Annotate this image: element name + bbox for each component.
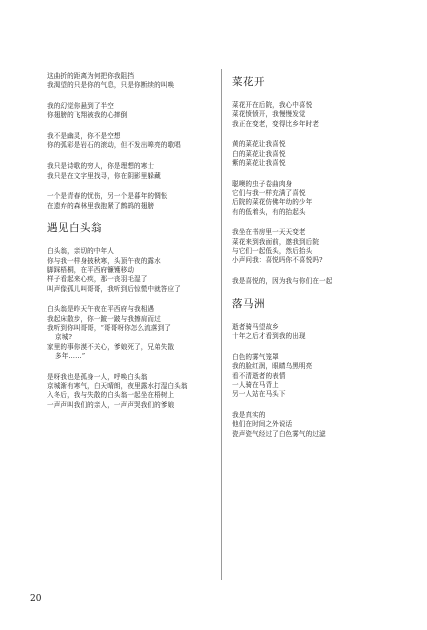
- page-number: 20: [30, 594, 42, 604]
- poem-line: 我的幻觉你悬到了半空: [47, 102, 114, 111]
- poem-line: 你与我一样身披秋寒，头顶午夜的露水: [47, 256, 161, 265]
- poem-line: 小声问我：喜悦吗你不喜悦吗?: [232, 256, 323, 265]
- poem-title-bai-tou-weng: 遇见白头翁: [47, 222, 102, 235]
- poem-line: 看不清逝者的表情: [232, 371, 286, 380]
- poem-line: 与它们一起低头，然后抬头: [232, 247, 313, 256]
- poem-line: 一声声叫我们的亲人，一声声哭我们的爹娘: [47, 400, 175, 409]
- poem-continuation: [47, 72, 219, 211]
- poem-body-luo-ma-zhou: [232, 323, 400, 439]
- stanza: [232, 228, 400, 265]
- poem-line: 紫的菜花让我喜悦: [232, 158, 286, 167]
- stanza: [232, 411, 400, 439]
- poem-line: 菜花愤愤开，我慢慢发觉: [232, 110, 306, 119]
- poem-line: 聪噢的虫子卷曲肉身: [232, 179, 293, 188]
- poem-body-cai-hua-kai: [232, 101, 400, 286]
- left-column: [47, 72, 219, 421]
- stanza: [47, 72, 219, 91]
- poem-line: 我只是在文字里找寻，你在阴影里躲藏: [47, 171, 161, 180]
- poem-line: 后院的菜花仿佛年幼的少年: [232, 198, 313, 207]
- poem-line: 我是喜悦的，因为我与你们在一起: [232, 277, 333, 286]
- stanza: [232, 101, 400, 129]
- poem-line: 我渴望的只是你的气息，只是你断续的叫唤: [47, 81, 175, 90]
- poem-line: 在遗弃的森林里我抱紧了鹧鸪的翅膀: [47, 201, 155, 210]
- poem-line: 我不是幽灵，你不是空想: [47, 132, 121, 141]
- poem-line: 京城?: [55, 333, 73, 342]
- poem-line: 我听到你叫哥哥，“哥哥呀你怎么流落到了: [47, 324, 171, 333]
- stanza: [47, 247, 219, 293]
- poem-line: 另一人站在马头下: [232, 390, 286, 399]
- poem-line: 你翅膀的飞翔被我的心摔倒: [47, 111, 128, 120]
- poem-line: 逝者骑马望故乡: [232, 322, 279, 331]
- stanza: [232, 140, 400, 168]
- poem-line: 有的低着头，有的抬起头: [232, 207, 306, 216]
- right-column: [232, 72, 400, 450]
- column-divider: [221, 69, 222, 580]
- poem-line: 家里的事你漠不关心，爹娘死了，兄弟失散: [47, 342, 175, 351]
- poem-line: 我的脸红润，眼睛乌黑明亮: [232, 362, 313, 371]
- poem-line: 十年之后才看到我的出现: [232, 332, 306, 341]
- poem-line: 我只是诗歌的穷人，你是理想的寒士: [47, 162, 155, 171]
- poem-line: 我是真实的: [232, 411, 266, 420]
- poem-line: 他们在时间之外说话: [232, 420, 293, 429]
- poem-line: 叫声像孤儿叫哥哥，我听到后惊慌中就答应了: [47, 284, 181, 293]
- poem-title-cai-hua-kai: 菜花开: [232, 76, 265, 88]
- poem-line: 菜花来到我面前，邀我到后院: [232, 237, 320, 246]
- poem-line: 白的菜花让我喜悦: [232, 149, 286, 158]
- stanza: [47, 305, 219, 361]
- stanza: [47, 132, 219, 151]
- poem-line: 黄的菜花让我喜悦: [232, 140, 286, 149]
- poem-line: 是呀我也是孤身一人，呼唤白头翁: [47, 372, 148, 381]
- poem-line: 一人骑在马背上: [232, 380, 279, 389]
- poem-line: 你的弧彩是岩石的滚动，但不发出嗥亮的歌唱: [47, 141, 181, 150]
- poem-title-luo-ma-zhou: 落马洲: [232, 297, 265, 310]
- poem-line: 我坐在书房里一天天变老: [232, 228, 306, 237]
- stanza: [47, 373, 219, 410]
- poem-line: 这曲折的距离为何把你我阻挡: [47, 72, 135, 80]
- poem-line: 它们与我一样充满了喜悦: [232, 189, 306, 198]
- poem-line: 京城渐有寒气，白天晴朗，夜里露水打湿白头翁: [47, 382, 188, 391]
- stanza: [47, 102, 219, 121]
- stanza: [232, 323, 400, 342]
- stanza: [47, 162, 219, 181]
- poem-line: 我正在变老，变得比乡年时老: [232, 119, 320, 128]
- poem-line: 白头翁，亲切的中年人: [47, 247, 114, 256]
- poem-line: 白头翁是昨天午夜在平西府与我相遇: [47, 305, 155, 314]
- poem-line: 一个是青春的忧伤，另一个是暮年的惆怅: [47, 192, 168, 201]
- stanza: [47, 192, 219, 211]
- poem-line: 菜花开在后院，我心中喜悦: [232, 101, 313, 109]
- poem-line: 我起床散步，你一跛一跛与我擦肩而过: [47, 314, 161, 323]
- poem-line: 入冬后，我与失散的白头翁一起坐在梧树上: [47, 391, 175, 400]
- stanza: [232, 180, 400, 217]
- stanza: [232, 277, 400, 286]
- stanza: [232, 353, 400, 399]
- poem-line: 瓷声瓷气经过了白色雾气的过滤: [232, 429, 326, 438]
- poem-line: 白色的雾气笼罩: [232, 353, 279, 362]
- poem-line: 脚踩梧桐，在平西府镰镬移动: [47, 266, 135, 275]
- poem-body-bai-tou-weng: [47, 247, 219, 409]
- poem-line: 多年……”: [55, 351, 86, 360]
- poem-line: 样子看起来心疾，那一丧羽毛湿了: [47, 275, 148, 284]
